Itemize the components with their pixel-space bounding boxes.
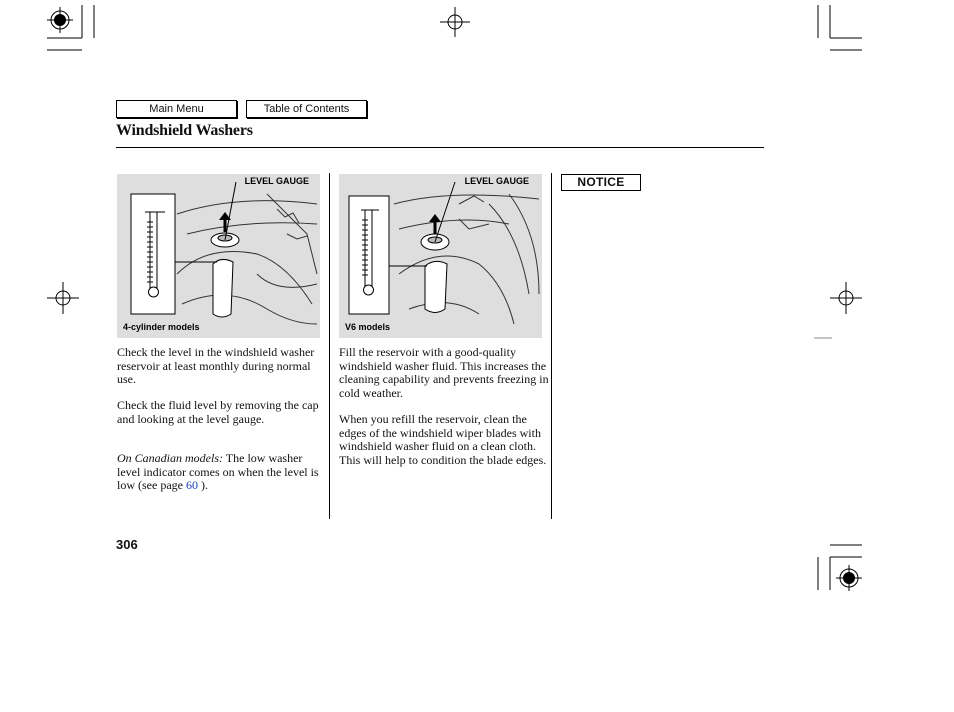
main-menu-button[interactable]: Main Menu — [116, 100, 237, 118]
reservoir-illustration-v6 — [339, 174, 542, 338]
paragraph-refill-clean: When you refill the reservoir, clean the edges of the windshield wiper blades with windshield washer fluid on a clean cloth. This will help to condition the blade edges. — [339, 412, 547, 467]
canadian-models-text: The low washer level indicator comes on when the level is low (see page — [117, 451, 319, 493]
paragraph-fill-reservoir: Fill the reservoir with a good-quality windshield washer fluid. This increases the cleaning capability and prevents freezing in cold weather. — [339, 345, 549, 400]
level-gauge-label-right: LEVEL GAUGE — [464, 176, 529, 186]
figure-4-cylinder — [117, 174, 320, 338]
title-rule — [116, 147, 764, 148]
page-60-link[interactable]: 60 — [185, 478, 198, 493]
level-gauge-label-left: LEVEL GAUGE — [244, 176, 309, 186]
figure-caption-left: 4-cylinder models — [123, 322, 200, 332]
registration-crosshair-right — [830, 282, 862, 314]
paragraph-check-fluid: Check the fluid level by removing the cap and looking at the level gauge. — [117, 398, 319, 426]
table-of-contents-button[interactable]: Table of Contents — [246, 100, 367, 118]
column-divider-1 — [329, 173, 330, 519]
page-title: Windshield Washers — [116, 122, 253, 139]
paragraph-check-level: Check the level in the windshield washer reservoir at least monthly during normal use. — [117, 345, 315, 387]
page-number: 306 — [116, 537, 138, 552]
figure-caption-right: V6 models — [345, 322, 391, 332]
reservoir-illustration-4cyl — [117, 174, 320, 338]
figure-v6 — [339, 174, 542, 338]
registration-crosshair-left — [47, 282, 79, 314]
registration-crosshair-top — [440, 7, 470, 37]
canadian-models-end: ). — [197, 478, 208, 493]
notice-box: NOTICE — [561, 174, 641, 191]
paragraph-canadian-models — [117, 452, 322, 493]
column-divider-2 — [551, 173, 552, 519]
registration-target-bottom-right — [836, 565, 862, 591]
canadian-models-label: On Canadian models: — [117, 451, 223, 465]
registration-target-top-left — [47, 7, 73, 33]
